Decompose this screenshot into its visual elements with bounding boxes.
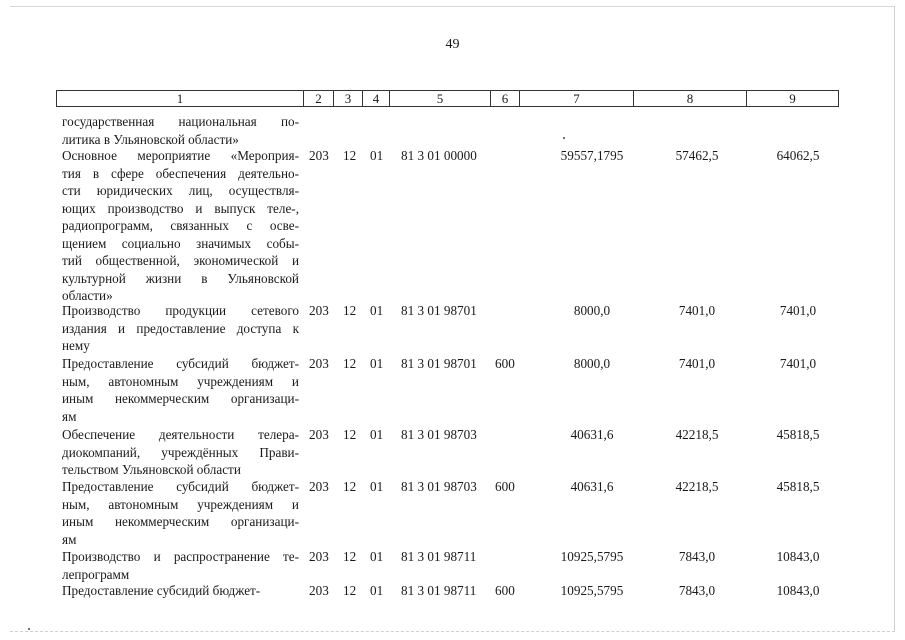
row-cell-7: 8000,0: [573, 303, 611, 318]
row-cell-6: 600: [495, 583, 515, 598]
row-cell-9: 45818,5: [776, 479, 820, 494]
row-cell-5: 81 3 01 98711: [401, 549, 477, 564]
row-cell-3: 12: [343, 479, 357, 494]
row-cell-2: 203: [309, 148, 329, 163]
scan-speck: [563, 137, 565, 139]
row-cell-5: 81 3 01 98701: [401, 356, 477, 371]
row-cell-9: 10843,0: [776, 583, 820, 598]
row-cell-8: 7843,0: [678, 583, 716, 598]
row-name: государственная национальная по- литика в Ульяновской области»: [62, 114, 299, 147]
row-cell-4: 01: [370, 583, 384, 598]
row-cell-5: 81 3 01 98711: [401, 583, 477, 598]
row-cell-3: 12: [343, 583, 357, 598]
row-cell-9: 64062,5: [776, 148, 820, 163]
row-cell-7: 59557,1795: [560, 148, 624, 163]
page-number: 49: [445, 37, 460, 52]
row-cell-4: 01: [370, 427, 384, 442]
row-cell-2: 203: [309, 356, 329, 371]
column-header-9: 9: [746, 91, 838, 106]
row-name: Предоставление субсидий бюджет- ным, автономным учреждениям и иным некоммерческим организаци- ям: [62, 356, 299, 424]
row-cell-5: 81 3 01 00000: [401, 148, 477, 163]
row-cell-8: 42218,5: [675, 479, 719, 494]
column-header-8: 8: [633, 91, 746, 106]
row-cell-8: 7843,0: [678, 549, 716, 564]
row-cell-7: 40631,6: [570, 479, 614, 494]
row-cell-9: 45818,5: [776, 427, 820, 442]
row-cell-9: 7401,0: [779, 356, 817, 371]
row-cell-5: 81 3 01 98701: [401, 303, 477, 318]
column-header-3: 3: [333, 91, 362, 106]
row-cell-4: 01: [370, 479, 384, 494]
column-header-6: 6: [490, 91, 519, 106]
row-name: Обеспечение деятельности телера- диокомпаний, учреждённых Прави- тельством Ульяновской области: [62, 427, 299, 477]
row-cell-2: 203: [309, 549, 329, 564]
row-cell-3: 12: [343, 427, 357, 442]
row-cell-4: 01: [370, 549, 384, 564]
row-name: Производство и распространение те- лепрограмм: [62, 549, 299, 582]
row-cell-8: 57462,5: [675, 148, 719, 163]
column-header-5: 5: [389, 91, 490, 106]
row-cell-8: 7401,0: [678, 303, 716, 318]
scan-speck: [28, 628, 30, 630]
row-cell-7: 40631,6: [570, 427, 614, 442]
row-cell-4: 01: [370, 303, 384, 318]
row-cell-8: 7401,0: [678, 356, 716, 371]
row-cell-2: 203: [309, 427, 329, 442]
row-cell-2: 203: [309, 479, 329, 494]
table-column-header: [56, 90, 839, 107]
row-cell-6: 600: [495, 479, 515, 494]
row-cell-2: 203: [309, 303, 329, 318]
row-cell-3: 12: [343, 549, 357, 564]
row-cell-7: 10925,5795: [560, 549, 624, 564]
row-cell-2: 203: [309, 583, 329, 598]
row-cell-5: 81 3 01 98703: [401, 427, 477, 442]
row-cell-7: 8000,0: [573, 356, 611, 371]
row-cell-3: 12: [343, 356, 357, 371]
column-header-4: 4: [362, 91, 389, 106]
row-name: Предоставление субсидий бюджет-: [62, 583, 261, 598]
row-cell-3: 12: [343, 303, 357, 318]
row-cell-5: 81 3 01 98703: [401, 479, 477, 494]
column-header-2: 2: [303, 91, 333, 106]
row-name: Предоставление субсидий бюджет- ным, автономным учреждениям и иным некоммерческим организаци- ям: [62, 479, 299, 547]
column-header-1: 1: [176, 91, 184, 106]
row-cell-6: 600: [495, 356, 515, 371]
row-cell-3: 12: [343, 148, 357, 163]
row-name: Производство продукции сетевого издания и предоставление доступа к нему: [62, 303, 299, 353]
row-cell-8: 42218,5: [675, 427, 719, 442]
row-name: Основное мероприятие «Мероприя- тия в сфере обеспечения деятельно- сти юридических лиц, осуществля- ющих производство и выпуск теле-, радиопрограмм, связанных с осве- щением социально значимых собы- тий общественной, экономической и культурной жизни в Ульяновской области»: [62, 148, 299, 303]
row-cell-4: 01: [370, 148, 384, 163]
row-cell-9: 10843,0: [776, 549, 820, 564]
row-cell-4: 01: [370, 356, 384, 371]
row-cell-9: 7401,0: [779, 303, 817, 318]
column-header-7: 7: [519, 91, 633, 106]
row-cell-7: 10925,5795: [560, 583, 624, 598]
